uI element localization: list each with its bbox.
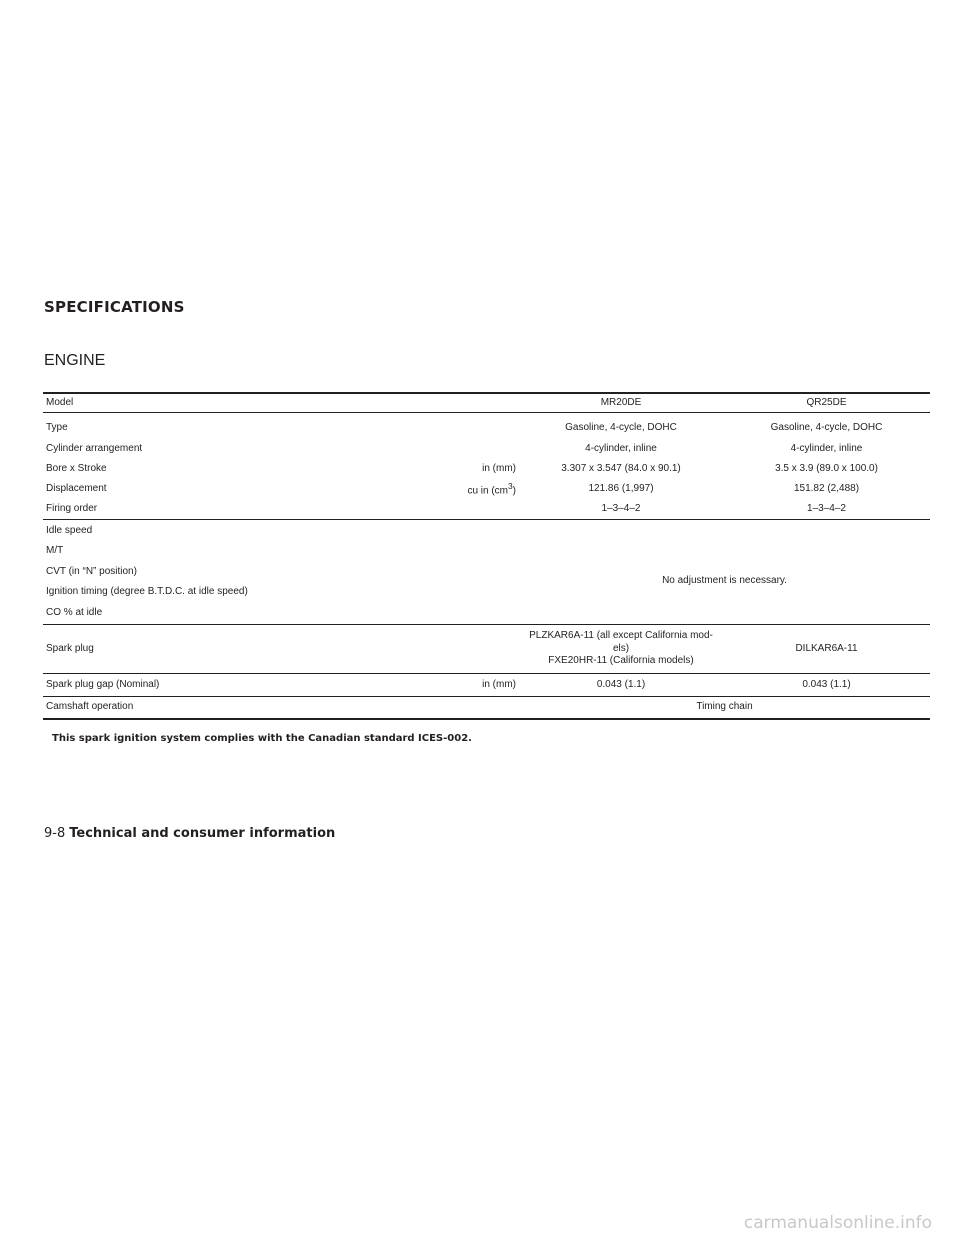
header-qr25de: QR25DE bbox=[723, 393, 930, 413]
header-mr20de: MR20DE bbox=[519, 393, 723, 413]
table-row bbox=[43, 413, 930, 440]
spark-plug-mr20de: PLZKAR6A-11 (all except California mod-els) FXE20HR-11 (California models) bbox=[519, 625, 723, 674]
table-row bbox=[43, 697, 930, 719]
table-row bbox=[43, 499, 930, 520]
camshaft-value: Timing chain bbox=[696, 701, 753, 712]
firing-mr20de: 1–3–4–2 bbox=[519, 499, 723, 520]
bore-qr25de: 3.5 x 3.9 (89.0 x 100.0) bbox=[775, 462, 878, 474]
row-label-firing: Firing order bbox=[43, 499, 281, 520]
bore-unit: in (mm) bbox=[482, 462, 516, 474]
label-co-idle: CO % at idle bbox=[46, 606, 103, 618]
row-label-spark-plug: Spark plug bbox=[43, 625, 281, 674]
displacement-mr20de: 121.86 (1,997) bbox=[588, 482, 654, 494]
type-qr25de: Gasoline, 4-cycle, DOHC bbox=[770, 421, 883, 433]
spark-gap-qr25de: 0.043 (1.1) bbox=[723, 674, 930, 697]
idle-group-labels bbox=[43, 520, 281, 625]
table-row-idle-group bbox=[43, 520, 930, 625]
idle-group-value: No adjustment is necessary. bbox=[519, 520, 930, 625]
type-mr20de: Gasoline, 4-cycle, DOHC bbox=[565, 421, 677, 433]
section-title: SPECIFICATIONS bbox=[44, 298, 185, 316]
spark-gap-mr20de: 0.043 (1.1) bbox=[519, 674, 723, 697]
table-row bbox=[43, 479, 930, 499]
engine-spec-table bbox=[43, 392, 930, 720]
table-header-row bbox=[43, 393, 930, 413]
table-row bbox=[43, 625, 930, 674]
chapter-title: Technical and consumer information bbox=[69, 826, 336, 841]
label-ignition-timing: Ignition timing (degree B.T.D.C. at idle speed) bbox=[46, 586, 248, 598]
row-label-camshaft: Camshaft operation bbox=[46, 701, 134, 712]
bore-mr20de: 3.307 x 3.547 (84.0 x 90.1) bbox=[561, 462, 681, 474]
spark-plug-qr25de: DILKAR6A-11 bbox=[723, 625, 930, 674]
table-row bbox=[43, 439, 930, 459]
cylinder-qr25de: 4-cylinder, inline bbox=[790, 442, 863, 454]
watermark: carmanualsonline.info bbox=[743, 1213, 932, 1233]
label-idle-speed: Idle speed bbox=[46, 524, 93, 536]
table-row bbox=[43, 459, 930, 479]
row-label-spark-gap: Spark plug gap (Nominal) bbox=[43, 674, 281, 697]
subsection-title: ENGINE bbox=[44, 352, 106, 369]
label-cvt: CVT (in “N” position) bbox=[46, 565, 137, 577]
displacement-unit: cu in $(cm^3)$ bbox=[467, 480, 516, 496]
page-number: 9-8 bbox=[44, 826, 66, 841]
header-model-label: Model bbox=[43, 393, 281, 413]
page-footer bbox=[44, 826, 335, 841]
displacement-qr25de: 151.82 (2,488) bbox=[793, 482, 860, 494]
firing-qr25de: 1–3–4–2 bbox=[723, 499, 930, 520]
spark-gap-unit: in (mm) bbox=[281, 674, 519, 697]
compliance-note: This spark ignition system complies with the Canadian standard ICES-002. bbox=[52, 733, 472, 744]
row-label-displacement: Displacement bbox=[46, 482, 107, 494]
cylinder-mr20de: 4-cylinder, inline bbox=[585, 442, 657, 454]
table-row bbox=[43, 674, 930, 697]
label-mt: M/T bbox=[46, 545, 64, 557]
row-label-type: Type bbox=[46, 421, 68, 433]
row-label-bore: Bore x Stroke bbox=[46, 462, 107, 474]
row-label-cylinder: Cylinder arrangement bbox=[46, 442, 143, 454]
